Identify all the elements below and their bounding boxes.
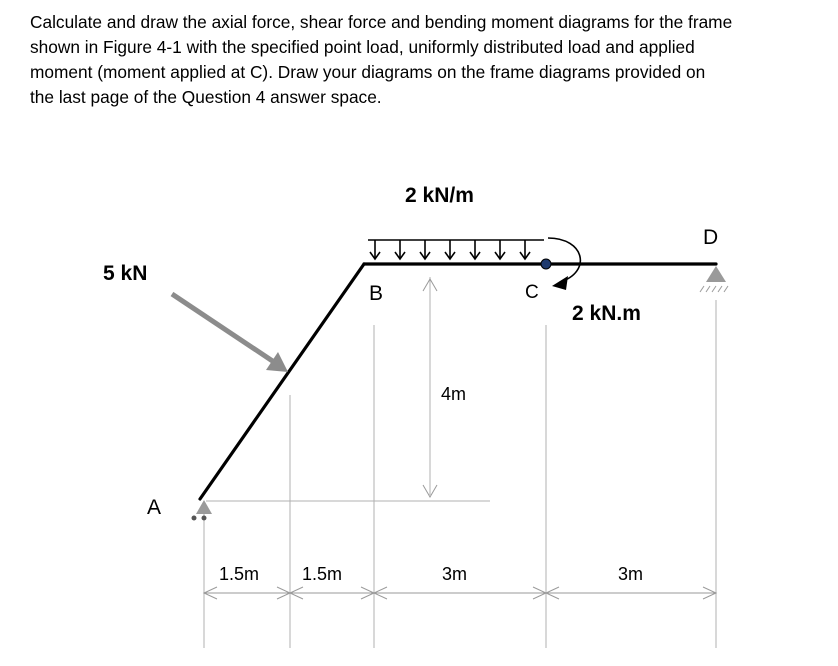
question-line-4: the last page of the Question 4 answer space. xyxy=(30,87,382,107)
question-line-3: moment (moment applied at C). Draw your diagrams on the frame diagrams provided on xyxy=(30,62,706,82)
support-d xyxy=(700,266,728,292)
height-dimension-label: 4m xyxy=(441,384,467,404)
point-load-label: 5 kN xyxy=(103,262,148,285)
dimension-reference-lines xyxy=(204,277,716,648)
moment-label: 2 kN.m xyxy=(572,302,641,325)
horizontal-dimension-line xyxy=(204,587,716,599)
span-2-label: 1.5m xyxy=(302,564,343,584)
distributed-load-arrows xyxy=(368,240,544,259)
distributed-load-label: 2 kN/m xyxy=(405,184,474,207)
span-4-label: 3m xyxy=(618,564,644,584)
span-3-label: 3m xyxy=(442,564,468,584)
node-a-label: A xyxy=(147,496,162,519)
node-d-label: D xyxy=(703,226,719,249)
member-ab xyxy=(200,264,364,499)
point-load-arrow xyxy=(172,294,288,372)
node-c-label: C xyxy=(525,282,539,303)
hinge-c xyxy=(541,259,551,269)
support-a xyxy=(192,500,213,521)
question-line-2: shown in Figure 4-1 with the specified point load, uniformly distributed load and applied xyxy=(30,37,695,57)
node-b-label: B xyxy=(369,282,384,305)
span-1-label: 1.5m xyxy=(219,564,260,584)
frame-members xyxy=(200,264,716,499)
question-line-1: Calculate and draw the axial force, shear force and bending moment diagrams for the frame xyxy=(30,12,733,32)
